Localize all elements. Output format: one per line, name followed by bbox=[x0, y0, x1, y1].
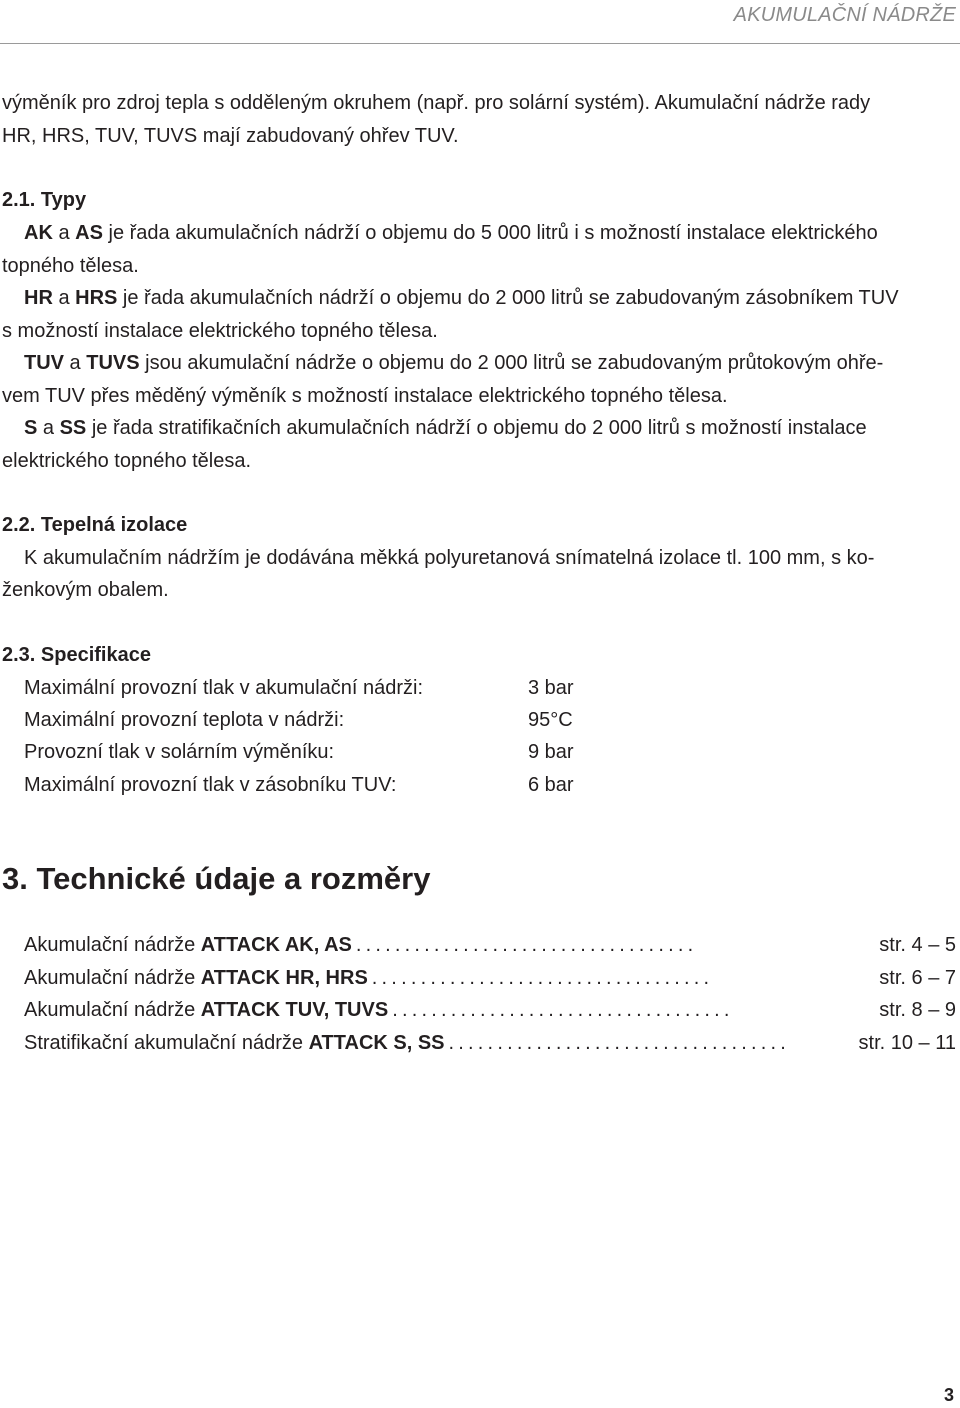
toc-entry-prefix: Akumulační nádrže bbox=[24, 967, 201, 989]
running-header: AKUMULAČNÍ NÁDRŽE bbox=[733, 4, 956, 26]
type-code: AK bbox=[24, 222, 53, 244]
toc-entry[interactable] bbox=[24, 965, 956, 991]
type-description: je řada akumulačních nádrží o objemu do 2 000 litrů se zabudovaným zásobníkem TUV bbox=[117, 287, 899, 309]
type-code: HRS bbox=[75, 287, 118, 309]
spec-label: Maximální provozní tlak v zásobníku TUV: bbox=[24, 774, 397, 796]
toc-entry-product: ATTACK S, SS bbox=[308, 1032, 445, 1054]
toc-entry[interactable] bbox=[24, 932, 956, 958]
types-s-line-2: elektrického topného tělesa. bbox=[2, 450, 252, 472]
spec-value: 9 bar bbox=[528, 741, 574, 763]
type-code: S bbox=[24, 417, 38, 439]
toc-entry-product: ATTACK TUV, TUVS bbox=[200, 999, 389, 1021]
header-divider bbox=[0, 43, 960, 44]
toc-entry[interactable] bbox=[24, 997, 956, 1023]
insulation-line-1: K akumulačním nádržím je dodávána měkká polyuretanová snímatelná izolace tl. 100 mm, s ko- bbox=[24, 547, 875, 569]
insulation-line-2: ženkovým obalem. bbox=[2, 579, 169, 601]
spec-label: Maximální provozní tlak v akumulační nádrži: bbox=[24, 677, 424, 699]
toc-entry[interactable] bbox=[24, 1030, 956, 1056]
section-3-heading: 3. Technické údaje a rozměry bbox=[2, 861, 431, 896]
spec-value: 6 bar bbox=[528, 774, 574, 796]
section-2-3-heading: 2.3. Specifikace bbox=[2, 644, 151, 666]
toc-leader-dots: ................................... bbox=[448, 1032, 791, 1054]
toc-entry-prefix: Akumulační nádrže bbox=[24, 934, 201, 956]
page-number: 3 bbox=[943, 1385, 954, 1405]
type-description: je řada akumulačních nádrží o objemu do 5 000 litrů i s možností instalace elektrického bbox=[102, 222, 878, 244]
toc-entry-prefix: Akumulační nádrže bbox=[24, 999, 201, 1021]
conjunction: a bbox=[37, 417, 60, 439]
type-code: HR bbox=[24, 287, 53, 309]
type-code: AS bbox=[75, 222, 103, 244]
type-description: je řada stratifikačních akumulačních nádrží o objemu do 2 000 litrů s možností instalace bbox=[86, 417, 867, 439]
toc-entry-title bbox=[24, 965, 368, 991]
type-code: SS bbox=[59, 417, 87, 439]
toc-leader-dots: ................................... bbox=[392, 999, 734, 1021]
types-ak-line-2: topného tělesa. bbox=[2, 255, 139, 277]
conjunction: a bbox=[64, 352, 87, 374]
types-hr-line-2: s možností instalace elektrického topného tělesa. bbox=[2, 320, 438, 342]
spec-label: Maximální provozní teplota v nádrži: bbox=[24, 709, 345, 731]
toc-entry-title bbox=[24, 932, 352, 958]
toc-page-ref: str. 4 – 5 bbox=[879, 934, 956, 956]
intro-line-1: výměník pro zdroj tepla s odděleným okruhem (např. pro solární systém). Akumulační nádrže rady bbox=[2, 92, 871, 114]
spec-label: Provozní tlak v solárním výměníku: bbox=[24, 741, 335, 763]
types-ak-line bbox=[24, 221, 878, 245]
toc-page-ref: str. 6 – 7 bbox=[879, 967, 956, 989]
section-2-2-heading: 2.2. Tepelná izolace bbox=[2, 514, 188, 536]
spec-value: 3 bar bbox=[528, 677, 574, 699]
type-code: TUV bbox=[24, 352, 64, 374]
types-hr-line bbox=[24, 286, 899, 310]
toc-leader-dots: ................................... bbox=[371, 967, 714, 989]
toc-entry-product: ATTACK HR, HRS bbox=[200, 967, 368, 989]
toc-entry-title bbox=[24, 997, 388, 1023]
intro-line-2: HR, HRS, TUV, TUVS mají zabudovaný ohřev TUV. bbox=[2, 125, 459, 147]
types-tuv-line-2: vem TUV přes měděný výměník s možností instalace elektrického topného tělesa. bbox=[2, 385, 728, 407]
type-description: jsou akumulační nádrže o objemu do 2 000 litrů se zabudovaným průtokovým ohře- bbox=[139, 352, 884, 374]
toc-page-ref: str. 10 – 11 bbox=[858, 1032, 956, 1054]
type-code: TUVS bbox=[86, 352, 140, 374]
toc-page-ref: str. 8 – 9 bbox=[879, 999, 956, 1021]
types-tuv-line bbox=[24, 351, 883, 375]
spec-value: 95°C bbox=[528, 709, 573, 731]
toc-entry-title bbox=[24, 1030, 445, 1056]
conjunction: a bbox=[52, 222, 76, 244]
toc-entry-product: ATTACK AK, AS bbox=[200, 934, 352, 956]
section-2-1-heading: 2.1. Typy bbox=[2, 189, 87, 211]
types-s-line bbox=[24, 416, 867, 440]
conjunction: a bbox=[52, 287, 76, 309]
toc-entry-prefix: Stratifikační akumulační nádrže bbox=[24, 1032, 309, 1054]
toc-leader-dots: ................................... bbox=[355, 934, 698, 956]
